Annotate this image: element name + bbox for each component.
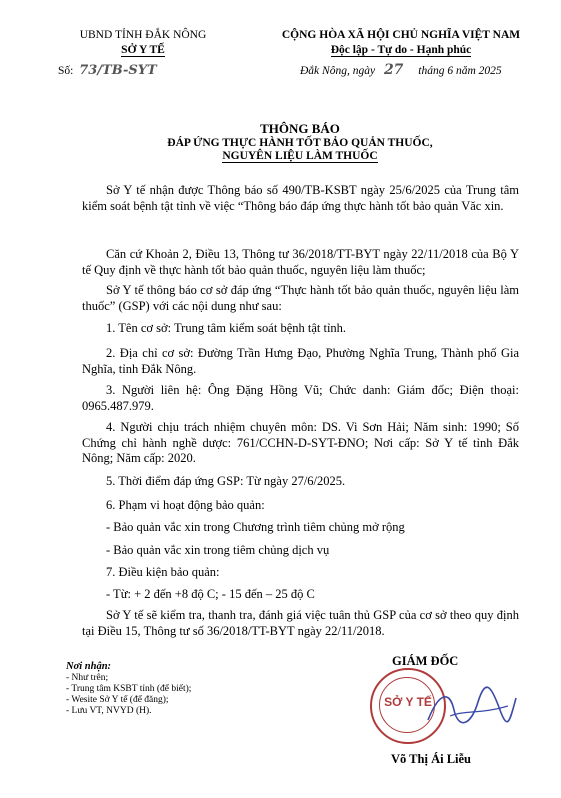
doc-number: 73/TB-SYT [79,63,157,78]
item-6-b: - Bảo quản vắc xin trong tiêm chủng dịch vụ [106,543,330,557]
signer-name: Võ Thị Ái Liễu [391,752,471,766]
recipient-item: - Như trên; [66,673,109,683]
item-7-a: - Từ: + 2 đến +8 độ C; - 15 đến – 25 độ C [106,587,315,601]
date-line [300,63,540,79]
item-6: 6. Phạm vi hoạt động bảo quản: [106,498,265,512]
agency-name: SỞ Y TẾ [121,44,165,56]
country-block [270,28,532,58]
item-5: 5. Thời điểm đáp ứng GSP: Từ ngày 27/6/2025. [106,474,346,488]
handwritten-signature [420,680,520,735]
date-suffix: tháng 6 năm 2025 [418,65,502,77]
title-block [80,121,520,163]
title-sub-1: ĐÁP ỨNG THỰC HÀNH TỐT BẢO QUẢN THUỐC, [167,137,433,149]
recipient-item: - Wesite Sở Y tế (để đăng); [66,695,169,705]
agency-block [58,28,228,58]
item-7: 7. Điều kiện bảo quản: [106,565,220,579]
country-name: CỘNG HÒA XÃ HỘI CHỦ NGHĨA VIỆT NAM [281,29,521,41]
paragraph-3 [82,283,519,314]
recipients-label: Nơi nhận: [66,661,112,672]
doc-number-label: Số: [58,65,74,77]
page-title: THÔNG BÁO [260,121,340,136]
item-6-a: - Bảo quản vắc xin trong Chương trình tiêm chủng mở rộng [106,520,405,534]
agency-parent: UBND TỈNH ĐẮK NÔNG [79,29,207,41]
motto: Độc lập - Tự do - Hạnh phúc [330,44,472,56]
stamp-text: SỞ Y TẾ [384,695,432,709]
p3-start: Sở Y tế thông báo cơ sở đáp ứng [106,283,275,297]
title-sub-2: NGUYÊN LIỆU LÀM THUỐC [222,150,378,162]
item-4: 4. Người chịu trách nhiệm chuyên môn: DS. Vi Sơn Hải; Năm sinh: 1990; Số Chứng chỉ hành nghề dược: 761/CCHN-D-SYT-ĐNO; Nơi cấp: Sở Y tế tỉnh Đắk Nông; Năm cấp: 2020. [82,420,519,465]
signer-position: GIÁM ĐỐC [392,654,459,668]
doc-number-line [58,63,208,79]
date-day: 27 [383,62,404,78]
closing-paragraph: Sở Y tế sẽ kiểm tra, thanh tra, đánh giá việc tuân thủ GSP của cơ sở theo quy định tại Điều 15, Thông tư số 36/2018/TT-BYT ngày 22/11/2018. [82,608,519,638]
paragraph-1: Sở Y tế nhận được Thông báo số 490/TB-KSBT ngày 25/6/2025 của Trung tâm kiểm soát bệnh tật tỉnh về việc “Thông báo đáp ứng thực hành tốt bảo quản Văc xin. [82,183,519,213]
item-2: 2. Địa chỉ cơ sở: Đường Trần Hưng Đạo, Phường Nghĩa Trung, Thành phố Gia Nghĩa, tỉnh Đắk Nông. [82,346,519,376]
recipient-item: - Lưu VT, NVYD (H). [66,706,152,716]
item-1: 1. Tên cơ sở: Trung tâm kiểm soát bệnh tật tỉnh. [106,321,347,335]
p3-end: (GSP) với các nội dung như sau: [115,298,282,313]
item-3: 3. Người liên hệ: Ông Đặng Hồng Vũ; Chức danh: Giám đốc; Điện thoại: 0965.487.979. [82,383,519,413]
recipients-block [66,660,296,717]
p3-quote: “Thực hành tốt bảo quản thuốc, nguyên liệu làm thuốc” [82,283,519,313]
date-prefix: Đắk Nông, ngày [300,65,376,77]
paragraph-2: Căn cứ Khoản 2, Điều 13, Thông tư 36/2018/TT-BYT ngày 22/11/2018 của Bộ Y tế Quy định về thực hành tốt bảo quản thuốc, nguyên liệu làm thuốc; [82,247,519,277]
recipient-item: - Trung tâm KSBT tỉnh (để biết); [66,684,192,694]
